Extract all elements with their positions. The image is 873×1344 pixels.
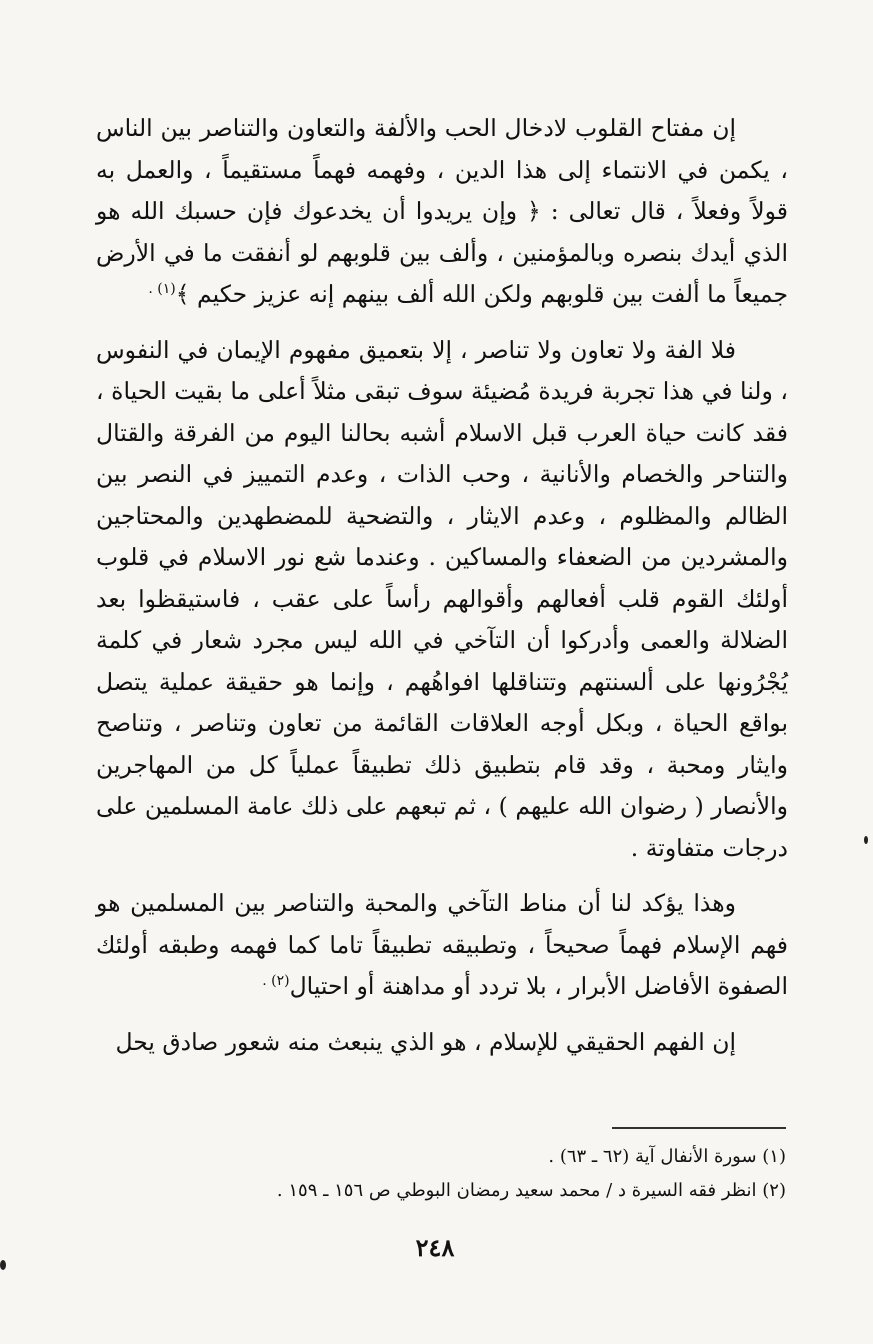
footnote-divider (612, 1127, 786, 1129)
footnote-ref-2: (٢) . (262, 973, 290, 990)
paragraph-3-text: وهذا يؤكد لنا أن مناط التآخي والمحبة والتناصر بين المسلمين هو فهم الإسلام فهماً صحيحاً ، وتطبيقه تطبيقاً تاما كما فهمه وطبقه أولئك الصفوة الأفاضل الأبرار ، بلا تردد أو مداهنة أو احتيال (96, 889, 788, 1000)
paragraph-1-text: إن مفتاح القلوب لادخال الحب والألفة والتعاون والتناصر بين الناس ، يكمن في الانتماء إلى هذا الدين ، وفهمه فهماً مستقيماً ، والعمل به قولاً وفعلاً ، قال تعالى : ﴿ وإن يريدوا أن يخدعوك فإن حسبك الله هو الذي أيدك بنصره وبالمؤمنين ، وألف بين قلوبهم لو أنفقت ما في الأرض جميعاً ما ألفت بين قلوبهم ولكن الله ألف بينهم إنه عزيز حكيم ﴾ (96, 114, 788, 308)
footnotes-section (180, 1140, 786, 1208)
footnote-2: (٢) انظر فقه السيرة د / محمد سعيد رمضان البوطي ص ١٥٦ ـ ١٥٩ . (276, 1180, 786, 1201)
page-number: ٢٤٨ (415, 1233, 455, 1262)
scan-edge-mark (0, 1260, 6, 1270)
paragraph-3 (96, 883, 788, 1008)
paragraph-1 (96, 108, 788, 316)
paragraph-4 (96, 1022, 788, 1064)
paragraph-2-text: فلا الفة ولا تعاون ولا تناصر ، إلا بتعميق مفهوم الإيمان في النفوس ، ولنا في هذا تجربة فريدة مُضيئة سوف تبقى مثلاً أعلى ما بقيت الحياة ، فقد كانت حياة العرب قبل الاسلام أشبه بحالنا اليوم من الفرقة والقتال والتناحر والخصام والأنانية ، وحب الذات ، وعدم التمييز في النصر بين الظالم والمظلوم ، وعدم الايثار ، والتضحية للمضطهدين والمحتاجين والمشردين من الضعفاء والمساكين . وعندما شع نور الاسلام في قلوب أولئك القوم قلب أفعالهم وأقوالهم رأساً على عقب ، فاستيقظوا بعد الضلالة والعمى وأدركوا أن التآخي في الله ليس مجرد شعار في كلمة يُجْرُونها على ألسنتهم وتتناقلها افواهُهم ، وإنما هو حقيقة عملية يتصل بواقع الحياة ، وبكل أوجه العلاقات القائمة من تعاون وتناصر ، وتناصح وايثار ومحبة ، وقد قام بتطبيق ذلك تطبيقاً عملياً كل من المهاجرين والأنصار ( رضوان الله عليهم ) ، ثم تبعهم على ذلك عامة المسلمين على درجات متفاوتة . (96, 335, 788, 862)
paragraph-2 (96, 330, 788, 870)
footnote-1: (١) سورة الأنفال آية (٦٢ ـ ٦٣) . (548, 1146, 786, 1167)
paragraph-4-text: إن الفهم الحقيقي للإسلام ، هو الذي ينبعث منه شعور صادق يحل (115, 1027, 736, 1056)
scan-edge-mark (864, 836, 868, 844)
page-body (96, 108, 788, 1077)
footnote-ref-1: (١) . (148, 281, 176, 298)
